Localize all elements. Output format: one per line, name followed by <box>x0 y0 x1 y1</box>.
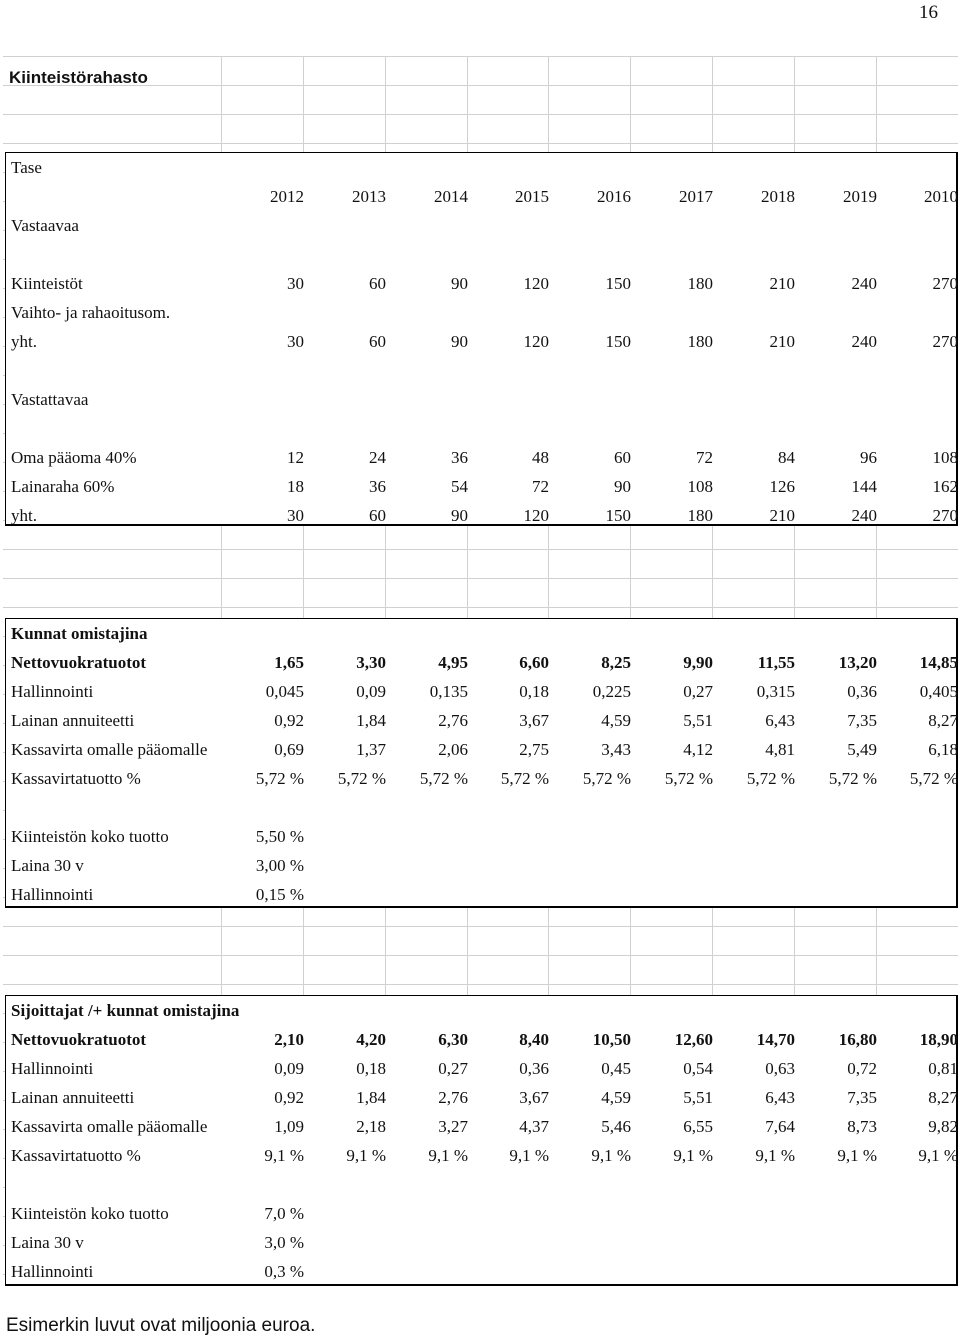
row-label: Lainan annuiteetti <box>11 711 135 730</box>
parameter-value: 7,0 % <box>264 1204 304 1223</box>
value-cell: 6,55 <box>683 1117 713 1136</box>
value-cell: 36 <box>451 448 468 467</box>
value-cell: 3,43 <box>601 740 631 759</box>
value-cell: 5,72 % <box>746 769 795 788</box>
value-cell: 16,80 <box>838 1030 877 1049</box>
value-cell: 0,92 <box>274 1088 304 1107</box>
sheet-title: Kiinteistörahasto <box>9 68 148 87</box>
value-cell: 3,67 <box>519 711 549 730</box>
value-cell: 0,92 <box>274 711 304 730</box>
value-cell: 108 <box>932 448 958 467</box>
grid-row-line <box>3 607 958 608</box>
grid-row-line <box>3 926 958 927</box>
value-cell: 72 <box>696 448 713 467</box>
value-cell: 5,49 <box>847 740 877 759</box>
value-cell: 0,36 <box>519 1059 549 1078</box>
value-cell: 14,85 <box>919 653 958 672</box>
grid-row-line <box>3 955 958 956</box>
value-cell: 30 <box>287 274 304 293</box>
value-cell: 2,18 <box>356 1117 386 1136</box>
value-cell: 9,1 % <box>755 1146 795 1165</box>
value-cell: 5,72 % <box>664 769 713 788</box>
value-cell: 90 <box>451 274 468 293</box>
parameter-label: Hallinnointi <box>11 885 94 904</box>
cashflow-row <box>6 1141 956 1170</box>
row-label: Nettovuokratuotot <box>11 653 147 672</box>
parameter-label: Kiinteistön koko tuotto <box>11 1204 169 1223</box>
value-cell: 54 <box>451 477 468 496</box>
cashflow-row <box>6 764 956 793</box>
value-cell: 7,35 <box>847 711 877 730</box>
value-cell: 96 <box>860 448 877 467</box>
value-cell: 1,09 <box>274 1117 304 1136</box>
value-cell: 12 <box>287 448 304 467</box>
value-cell: 120 <box>523 332 549 351</box>
parameter-label: Laina 30 v <box>11 856 84 875</box>
value-cell: 0,54 <box>683 1059 713 1078</box>
parameter-value: 3,00 % <box>255 856 304 875</box>
value-cell: 270 <box>932 506 958 525</box>
value-cell: 0,09 <box>356 682 386 701</box>
value-cell: 4,59 <box>601 1088 631 1107</box>
grid-row-line <box>3 56 958 57</box>
parameter-row <box>6 880 956 909</box>
value-cell: 270 <box>932 274 958 293</box>
value-cell: 5,72 % <box>500 769 549 788</box>
value-cell: 9,1 % <box>509 1146 549 1165</box>
row-label: Kassavirta omalle pääomalle <box>11 740 208 759</box>
value-cell: 3,30 <box>356 653 386 672</box>
value-cell: 126 <box>769 477 795 496</box>
value-cell: 2014 <box>434 187 468 206</box>
value-cell: 9,90 <box>683 653 713 672</box>
value-cell: 180 <box>687 506 713 525</box>
sijoittajat-heading: Sijoittajat /+ kunnat omistajina <box>11 1001 240 1020</box>
value-cell: 2017 <box>679 187 713 206</box>
kunnat-table <box>5 618 958 908</box>
value-cell: 240 <box>851 506 877 525</box>
value-cell: 0,72 <box>847 1059 877 1078</box>
value-cell: 90 <box>451 332 468 351</box>
balance-row <box>6 443 956 472</box>
row-label: Lainaraha 60% <box>11 477 115 496</box>
value-cell: 9,1 % <box>346 1146 386 1165</box>
value-cell: 120 <box>523 274 549 293</box>
value-cell: 11,55 <box>757 653 795 672</box>
balance-row <box>6 472 956 501</box>
value-cell: 5,72 % <box>419 769 468 788</box>
row-label: Oma pääoma 40% <box>11 448 137 467</box>
value-cell: 6,30 <box>438 1030 468 1049</box>
parameter-value: 0,3 % <box>264 1262 304 1281</box>
row-label: yht. <box>11 332 37 351</box>
parameter-row <box>6 1257 956 1286</box>
value-cell: 0,09 <box>274 1059 304 1078</box>
value-cell: 150 <box>605 274 631 293</box>
value-cell: 1,37 <box>356 740 386 759</box>
value-cell: 10,50 <box>592 1030 631 1049</box>
cashflow-row <box>6 735 956 764</box>
value-cell: 210 <box>769 274 795 293</box>
value-cell: 8,40 <box>519 1030 549 1049</box>
value-cell: 84 <box>778 448 795 467</box>
value-cell: 5,72 % <box>582 769 631 788</box>
parameter-value: 5,50 % <box>255 827 304 846</box>
value-cell: 6,43 <box>765 711 795 730</box>
parameter-label: Laina 30 v <box>11 1233 84 1252</box>
cashflow-row <box>6 1112 956 1141</box>
cashflow-row <box>6 1025 956 1054</box>
row-label: Nettovuokratuotot <box>11 1030 147 1049</box>
page-number: 16 <box>919 2 938 23</box>
value-cell: 4,20 <box>356 1030 386 1049</box>
value-cell: 2,75 <box>519 740 549 759</box>
value-cell: 60 <box>369 274 386 293</box>
vastattavaa-label: Vastattavaa <box>11 390 89 409</box>
value-cell: 36 <box>369 477 386 496</box>
value-cell: 2,76 <box>438 711 468 730</box>
value-cell: 18 <box>287 477 304 496</box>
sijoittajat-table <box>5 995 958 1286</box>
parameter-row <box>6 1228 956 1257</box>
value-cell: 0,81 <box>928 1059 958 1078</box>
balance-row <box>6 298 956 327</box>
value-cell: 4,59 <box>601 711 631 730</box>
kunnat-heading: Kunnat omistajina <box>11 624 148 643</box>
value-cell: 1,65 <box>274 653 304 672</box>
cashflow-row <box>6 1083 956 1112</box>
value-cell: 60 <box>369 332 386 351</box>
value-cell: 2019 <box>843 187 877 206</box>
value-cell: 48 <box>532 448 549 467</box>
tase-table <box>5 152 958 526</box>
value-cell: 0,36 <box>847 682 877 701</box>
grid-row-line <box>3 549 958 550</box>
row-label: Hallinnointi <box>11 682 94 701</box>
spreadsheet <box>3 56 958 1286</box>
value-cell: 5,72 % <box>255 769 304 788</box>
value-cell: 5,51 <box>683 711 713 730</box>
value-cell: 5,72 % <box>828 769 877 788</box>
value-cell: 8,27 <box>928 1088 958 1107</box>
value-cell: 9,1 % <box>591 1146 631 1165</box>
value-cell: 0,69 <box>274 740 304 759</box>
tase-label: Tase <box>11 158 42 177</box>
value-cell: 0,18 <box>519 682 549 701</box>
value-cell: 7,35 <box>847 1088 877 1107</box>
parameter-label: Kiinteistön koko tuotto <box>11 827 169 846</box>
parameter-value: 3,0 % <box>264 1233 304 1252</box>
value-cell: 180 <box>687 274 713 293</box>
grid-row-line <box>3 578 958 579</box>
row-label: Kassavirtatuotto % <box>11 1146 141 1165</box>
value-cell: 12,60 <box>674 1030 713 1049</box>
row-label: yht. <box>11 506 37 525</box>
value-cell: 0,045 <box>265 682 304 701</box>
value-cell: 30 <box>287 506 304 525</box>
row-label: Hallinnointi <box>11 1059 94 1078</box>
value-cell: 120 <box>523 506 549 525</box>
cashflow-row <box>6 677 956 706</box>
value-cell: 0,27 <box>438 1059 468 1078</box>
balance-row <box>6 327 956 356</box>
value-cell: 0,315 <box>756 682 795 701</box>
row-label: Vaihto- ja rahaoitusom. <box>11 303 171 322</box>
value-cell: 5,72 % <box>909 769 958 788</box>
value-cell: 4,95 <box>438 653 468 672</box>
value-cell: 4,12 <box>683 740 713 759</box>
row-label: Lainan annuiteetti <box>11 1088 135 1107</box>
value-cell: 6,18 <box>928 740 958 759</box>
grid-row-line <box>3 143 958 144</box>
value-cell: 150 <box>605 332 631 351</box>
value-cell: 30 <box>287 332 304 351</box>
cashflow-row <box>6 706 956 735</box>
vastaavaa-label: Vastaavaa <box>11 216 79 235</box>
value-cell: 7,64 <box>765 1117 795 1136</box>
value-cell: 60 <box>614 448 631 467</box>
value-cell: 210 <box>769 332 795 351</box>
value-cell: 0,63 <box>765 1059 795 1078</box>
value-cell: 162 <box>932 477 958 496</box>
value-cell: 3,27 <box>438 1117 468 1136</box>
parameter-label: Hallinnointi <box>11 1262 94 1281</box>
value-cell: 240 <box>851 332 877 351</box>
value-cell: 9,1 % <box>918 1146 958 1165</box>
value-cell: 0,225 <box>592 682 631 701</box>
grid-row-line <box>3 984 958 985</box>
value-cell: 2016 <box>597 187 631 206</box>
row-label: Kassavirtatuotto % <box>11 769 141 788</box>
value-cell: 108 <box>687 477 713 496</box>
value-cell: 9,1 % <box>673 1146 713 1165</box>
value-cell: 0,135 <box>429 682 468 701</box>
value-cell: 0,405 <box>919 682 958 701</box>
value-cell: 5,46 <box>601 1117 631 1136</box>
value-cell: 72 <box>532 477 549 496</box>
value-cell: 5,51 <box>683 1088 713 1107</box>
value-cell: 13,20 <box>838 653 877 672</box>
parameter-row <box>6 822 956 851</box>
value-cell: 4,81 <box>765 740 795 759</box>
value-cell: 1,84 <box>356 711 386 730</box>
value-cell: 18,90 <box>919 1030 958 1049</box>
value-cell: 150 <box>605 506 631 525</box>
grid-row-line <box>3 114 958 115</box>
parameter-row <box>6 1199 956 1228</box>
value-cell: 210 <box>769 506 795 525</box>
value-cell: 90 <box>614 477 631 496</box>
value-cell: 5,72 % <box>337 769 386 788</box>
value-cell: 180 <box>687 332 713 351</box>
value-cell: 0,18 <box>356 1059 386 1078</box>
value-cell: 8,25 <box>601 653 631 672</box>
value-cell: 270 <box>932 332 958 351</box>
value-cell: 14,70 <box>756 1030 795 1049</box>
value-cell: 9,82 <box>928 1117 958 1136</box>
value-cell: 2010 <box>924 187 958 206</box>
value-cell: 2,10 <box>274 1030 304 1049</box>
cashflow-row <box>6 648 956 677</box>
value-cell: 2015 <box>515 187 549 206</box>
value-cell: 2013 <box>352 187 386 206</box>
row-label: Kiinteistöt <box>11 274 83 293</box>
value-cell: 2018 <box>761 187 795 206</box>
value-cell: 6,43 <box>765 1088 795 1107</box>
value-cell: 8,73 <box>847 1117 877 1136</box>
cashflow-row <box>6 1054 956 1083</box>
value-cell: 2012 <box>270 187 304 206</box>
parameter-value: 0,15 % <box>255 885 304 904</box>
value-cell: 240 <box>851 274 877 293</box>
value-cell: 2,76 <box>438 1088 468 1107</box>
parameter-row <box>6 851 956 880</box>
value-cell: 4,37 <box>519 1117 549 1136</box>
value-cell: 90 <box>451 506 468 525</box>
balance-row <box>6 501 956 530</box>
year-header-row <box>6 182 956 211</box>
value-cell: 60 <box>369 506 386 525</box>
value-cell: 0,45 <box>601 1059 631 1078</box>
value-cell: 9,1 % <box>264 1146 304 1165</box>
value-cell: 0,27 <box>683 682 713 701</box>
footer-note: Esimerkin luvut ovat miljoonia euroa. <box>6 1315 316 1336</box>
value-cell: 3,67 <box>519 1088 549 1107</box>
value-cell: 6,60 <box>519 653 549 672</box>
value-cell: 8,27 <box>928 711 958 730</box>
value-cell: 9,1 % <box>837 1146 877 1165</box>
row-label: Kassavirta omalle pääomalle <box>11 1117 208 1136</box>
value-cell: 9,1 % <box>428 1146 468 1165</box>
value-cell: 2,06 <box>438 740 468 759</box>
value-cell: 1,84 <box>356 1088 386 1107</box>
value-cell: 144 <box>851 477 877 496</box>
balance-row <box>6 269 956 298</box>
value-cell: 24 <box>369 448 386 467</box>
